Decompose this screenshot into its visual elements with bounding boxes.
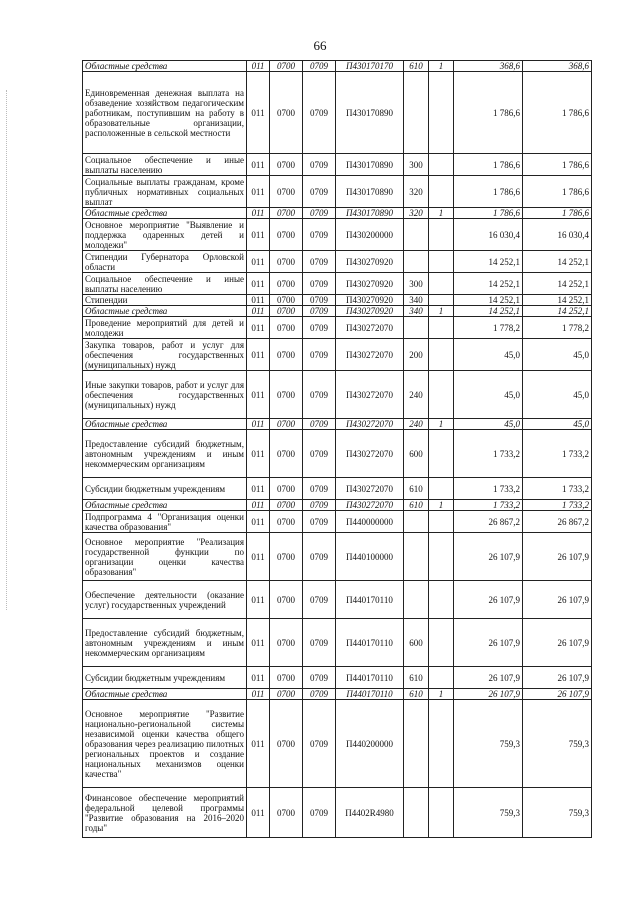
cell-target-article: П430272070 (336, 371, 404, 419)
table-row (83, 581, 592, 619)
cell-name: Иные закупки товаров, работ и услуг для обеспечения государственных (муниципальных) нужд (83, 371, 247, 419)
table-row (83, 317, 592, 339)
cell-name: Областные средства (83, 500, 247, 511)
cell-funding-source (429, 317, 454, 339)
cell-subsection: 0709 (303, 700, 336, 788)
cell-amount-1: 1 786,6 (454, 176, 523, 208)
cell-subsection: 0709 (303, 788, 336, 838)
cell-funding-source (429, 581, 454, 619)
cell-name: Областные средства (83, 419, 247, 430)
cell-amount-2: 368,6 (523, 61, 592, 72)
cell-expense-type (404, 533, 429, 581)
cell-subsection: 0709 (303, 219, 336, 251)
cell-expense-type (404, 511, 429, 533)
cell-name: Субсидии бюджетным учреждениям (83, 478, 247, 500)
cell-section: 0700 (270, 533, 303, 581)
cell-amount-2: 14 252,1 (523, 306, 592, 317)
cell-grbs: 011 (247, 788, 270, 838)
cell-amount-1: 45,0 (454, 371, 523, 419)
cell-amount-1: 26 867,2 (454, 511, 523, 533)
cell-subsection: 0709 (303, 61, 336, 72)
cell-expense-type (404, 788, 429, 838)
cell-grbs: 011 (247, 61, 270, 72)
cell-subsection: 0709 (303, 176, 336, 208)
cell-amount-1: 1 733,2 (454, 430, 523, 478)
cell-funding-source: 1 (429, 500, 454, 511)
cell-target-article: П440000000 (336, 511, 404, 533)
cell-amount-2: 16 030,4 (523, 219, 592, 251)
cell-amount-2: 1 778,2 (523, 317, 592, 339)
cell-section: 0700 (270, 700, 303, 788)
cell-expense-type: 610 (404, 478, 429, 500)
cell-expense-type (404, 581, 429, 619)
cell-section: 0700 (270, 788, 303, 838)
budget-table (82, 60, 592, 838)
cell-target-article: П430272070 (336, 430, 404, 478)
cell-funding-source (429, 251, 454, 273)
cell-target-article: П430170890 (336, 208, 404, 219)
cell-amount-2: 1 786,6 (523, 154, 592, 176)
cell-amount-2: 45,0 (523, 419, 592, 430)
cell-target-article: П440170110 (336, 689, 404, 700)
cell-section: 0700 (270, 317, 303, 339)
table-row (83, 511, 592, 533)
cell-subsection: 0709 (303, 371, 336, 419)
cell-grbs: 011 (247, 619, 270, 667)
cell-amount-1: 759,3 (454, 788, 523, 838)
cell-funding-source (429, 339, 454, 371)
cell-amount-2: 1 733,2 (523, 430, 592, 478)
cell-amount-1: 14 252,1 (454, 306, 523, 317)
cell-target-article: П430272070 (336, 478, 404, 500)
table-row (83, 371, 592, 419)
cell-amount-1: 1 733,2 (454, 478, 523, 500)
cell-grbs: 011 (247, 219, 270, 251)
cell-name: Финансовое обеспечение мероприятий федеральной целевой программы "Развитие образования на 2016–2020 годы" (83, 788, 247, 838)
cell-grbs: 011 (247, 371, 270, 419)
cell-funding-source (429, 273, 454, 295)
table-row (83, 61, 592, 72)
cell-target-article: П430200000 (336, 219, 404, 251)
table-row (83, 430, 592, 478)
table-row (83, 273, 592, 295)
cell-name: Стипендии Губернатора Орловской области (83, 251, 247, 273)
cell-funding-source (429, 176, 454, 208)
cell-subsection: 0709 (303, 478, 336, 500)
cell-expense-type: 340 (404, 306, 429, 317)
cell-target-article: П440170110 (336, 667, 404, 689)
cell-target-article: П440200000 (336, 700, 404, 788)
cell-expense-type (404, 251, 429, 273)
cell-amount-2: 759,3 (523, 700, 592, 788)
cell-subsection: 0709 (303, 500, 336, 511)
table-row (83, 295, 592, 306)
cell-amount-2: 45,0 (523, 371, 592, 419)
cell-expense-type (404, 317, 429, 339)
cell-funding-source (429, 619, 454, 667)
cell-name: Единовременная денежная выплата на обзаведение хозяйством педагогическим работникам, поступившим на работу в образовательные организации, расположенные в сельской местности (83, 72, 247, 154)
cell-name: Подпрограмма 4 "Организация оценки качества образования" (83, 511, 247, 533)
cell-grbs: 011 (247, 511, 270, 533)
cell-amount-1: 45,0 (454, 419, 523, 430)
table-row (83, 72, 592, 154)
cell-target-article: П430170890 (336, 154, 404, 176)
cell-target-article: П430270920 (336, 273, 404, 295)
cell-expense-type: 240 (404, 419, 429, 430)
table-row (83, 176, 592, 208)
cell-target-article: П440170110 (336, 581, 404, 619)
cell-section: 0700 (270, 371, 303, 419)
cell-amount-1: 16 030,4 (454, 219, 523, 251)
cell-section: 0700 (270, 251, 303, 273)
cell-name: Закупка товаров, работ и услуг для обеспечения государственных (муниципальных) нужд (83, 339, 247, 371)
cell-grbs: 011 (247, 317, 270, 339)
cell-name: Областные средства (83, 208, 247, 219)
page-number: 66 (313, 38, 327, 53)
table-row (83, 219, 592, 251)
cell-amount-1: 26 107,9 (454, 533, 523, 581)
cell-amount-1: 1 786,6 (454, 154, 523, 176)
cell-expense-type: 300 (404, 273, 429, 295)
cell-grbs: 011 (247, 419, 270, 430)
table-row (83, 478, 592, 500)
cell-section: 0700 (270, 72, 303, 154)
cell-expense-type (404, 700, 429, 788)
cell-funding-source (429, 667, 454, 689)
cell-subsection: 0709 (303, 581, 336, 619)
table-row (83, 619, 592, 667)
table-row (83, 419, 592, 430)
cell-name: Субсидии бюджетным учреждениям (83, 667, 247, 689)
cell-section: 0700 (270, 61, 303, 72)
cell-subsection: 0709 (303, 511, 336, 533)
cell-section: 0700 (270, 667, 303, 689)
cell-target-article: П430270920 (336, 295, 404, 306)
cell-name: Основное мероприятие "Развитие национально-региональной системы независимой оценки качества общего образования через реализацию пилотных региональных проектов и создание национальных механизмов оценки качества" (83, 700, 247, 788)
cell-amount-1: 14 252,1 (454, 295, 523, 306)
cell-amount-2: 759,3 (523, 788, 592, 838)
cell-expense-type: 610 (404, 61, 429, 72)
cell-expense-type: 200 (404, 339, 429, 371)
cell-expense-type: 300 (404, 154, 429, 176)
cell-amount-1: 1 733,2 (454, 500, 523, 511)
cell-section: 0700 (270, 273, 303, 295)
table-row (83, 533, 592, 581)
cell-target-article: П430272070 (336, 500, 404, 511)
cell-amount-1: 26 107,9 (454, 667, 523, 689)
cell-name: Областные средства (83, 306, 247, 317)
cell-expense-type: 320 (404, 176, 429, 208)
cell-name: Проведение мероприятий для детей и молодежи (83, 317, 247, 339)
margin-binding-dots (6, 90, 8, 610)
cell-expense-type: 610 (404, 689, 429, 700)
cell-amount-2: 1 786,6 (523, 176, 592, 208)
cell-amount-1: 26 107,9 (454, 689, 523, 700)
cell-grbs: 011 (247, 581, 270, 619)
cell-grbs: 011 (247, 176, 270, 208)
cell-amount-2: 26 107,9 (523, 533, 592, 581)
cell-name: Социальное обеспечение и иные выплаты населению (83, 154, 247, 176)
cell-name: Областные средства (83, 61, 247, 72)
cell-expense-type: 610 (404, 500, 429, 511)
cell-section: 0700 (270, 176, 303, 208)
cell-amount-2: 45,0 (523, 339, 592, 371)
cell-expense-type: 610 (404, 667, 429, 689)
cell-amount-1: 45,0 (454, 339, 523, 371)
cell-amount-1: 14 252,1 (454, 273, 523, 295)
cell-funding-source (429, 700, 454, 788)
cell-subsection: 0709 (303, 419, 336, 430)
cell-funding-source (429, 295, 454, 306)
cell-subsection: 0709 (303, 619, 336, 667)
cell-target-article: П430272070 (336, 317, 404, 339)
cell-name: Областные средства (83, 689, 247, 700)
cell-funding-source (429, 533, 454, 581)
cell-name: Основное мероприятие "Реализация государственной функции по организации оценки качества образования" (83, 533, 247, 581)
cell-subsection: 0709 (303, 667, 336, 689)
cell-name: Социальные выплаты гражданам, кроме публичных нормативных социальных выплат (83, 176, 247, 208)
cell-amount-2: 1 786,6 (523, 72, 592, 154)
cell-target-article: П440170110 (336, 619, 404, 667)
table-row (83, 306, 592, 317)
cell-funding-source (429, 478, 454, 500)
table-row (83, 788, 592, 838)
table-row (83, 154, 592, 176)
table-row (83, 500, 592, 511)
cell-grbs: 011 (247, 500, 270, 511)
cell-subsection: 0709 (303, 339, 336, 371)
cell-funding-source (429, 154, 454, 176)
cell-name: Предоставление субсидий бюджетным, автономным учреждениям и иным некоммерческим организациям (83, 619, 247, 667)
cell-amount-2: 26 107,9 (523, 619, 592, 667)
cell-subsection: 0709 (303, 306, 336, 317)
cell-section: 0700 (270, 430, 303, 478)
cell-expense-type: 240 (404, 371, 429, 419)
cell-section: 0700 (270, 306, 303, 317)
cell-subsection: 0709 (303, 295, 336, 306)
cell-grbs: 011 (247, 154, 270, 176)
cell-grbs: 011 (247, 339, 270, 371)
cell-name: Социальное обеспечение и иные выплаты населению (83, 273, 247, 295)
cell-grbs: 011 (247, 306, 270, 317)
table-body (83, 61, 592, 838)
cell-amount-2: 14 252,1 (523, 273, 592, 295)
cell-subsection: 0709 (303, 273, 336, 295)
cell-target-article: П430170170 (336, 61, 404, 72)
cell-subsection: 0709 (303, 208, 336, 219)
cell-subsection: 0709 (303, 317, 336, 339)
cell-amount-2: 14 252,1 (523, 295, 592, 306)
table-row (83, 251, 592, 273)
cell-name: Обеспечение деятельности (оказание услуг) государственных учреждений (83, 581, 247, 619)
cell-target-article: П430272070 (336, 339, 404, 371)
cell-section: 0700 (270, 689, 303, 700)
cell-amount-1: 1 786,6 (454, 208, 523, 219)
cell-section: 0700 (270, 500, 303, 511)
cell-grbs: 011 (247, 72, 270, 154)
cell-funding-source (429, 788, 454, 838)
cell-funding-source: 1 (429, 208, 454, 219)
cell-grbs: 011 (247, 273, 270, 295)
cell-subsection: 0709 (303, 533, 336, 581)
cell-grbs: 011 (247, 251, 270, 273)
cell-target-article: П430170890 (336, 176, 404, 208)
cell-amount-1: 14 252,1 (454, 251, 523, 273)
cell-expense-type (404, 219, 429, 251)
cell-funding-source (429, 371, 454, 419)
cell-funding-source (429, 511, 454, 533)
cell-subsection: 0709 (303, 430, 336, 478)
cell-amount-2: 14 252,1 (523, 251, 592, 273)
cell-section: 0700 (270, 419, 303, 430)
cell-section: 0700 (270, 208, 303, 219)
cell-amount-2: 26 107,9 (523, 667, 592, 689)
cell-target-article: П430270920 (336, 306, 404, 317)
cell-funding-source: 1 (429, 419, 454, 430)
cell-section: 0700 (270, 619, 303, 667)
table-row (83, 667, 592, 689)
cell-section: 0700 (270, 154, 303, 176)
table-row (83, 208, 592, 219)
cell-section: 0700 (270, 219, 303, 251)
cell-funding-source (429, 72, 454, 154)
cell-subsection: 0709 (303, 72, 336, 154)
cell-name: Стипендии (83, 295, 247, 306)
cell-section: 0700 (270, 581, 303, 619)
cell-subsection: 0709 (303, 689, 336, 700)
cell-expense-type: 340 (404, 295, 429, 306)
cell-section: 0700 (270, 478, 303, 500)
cell-expense-type (404, 72, 429, 154)
cell-grbs: 011 (247, 667, 270, 689)
cell-subsection: 0709 (303, 251, 336, 273)
cell-amount-2: 1 733,2 (523, 500, 592, 511)
cell-section: 0700 (270, 511, 303, 533)
cell-amount-1: 1 786,6 (454, 72, 523, 154)
cell-grbs: 011 (247, 700, 270, 788)
cell-amount-2: 26 107,9 (523, 689, 592, 700)
cell-grbs: 011 (247, 295, 270, 306)
cell-target-article: П430272070 (336, 419, 404, 430)
cell-funding-source (429, 219, 454, 251)
cell-name: Предоставление субсидий бюджетным, автономным учреждениям и иным некоммерческим организациям (83, 430, 247, 478)
table-row (83, 689, 592, 700)
cell-amount-2: 1 786,6 (523, 208, 592, 219)
cell-amount-1: 759,3 (454, 700, 523, 788)
cell-funding-source: 1 (429, 689, 454, 700)
cell-funding-source: 1 (429, 61, 454, 72)
cell-expense-type: 320 (404, 208, 429, 219)
cell-amount-1: 26 107,9 (454, 581, 523, 619)
cell-target-article: П430170890 (336, 72, 404, 154)
cell-amount-2: 26 867,2 (523, 511, 592, 533)
table-row (83, 339, 592, 371)
cell-expense-type: 600 (404, 430, 429, 478)
cell-funding-source (429, 430, 454, 478)
table-row (83, 700, 592, 788)
cell-funding-source: 1 (429, 306, 454, 317)
cell-section: 0700 (270, 295, 303, 306)
cell-amount-2: 26 107,9 (523, 581, 592, 619)
cell-target-article: П430270920 (336, 251, 404, 273)
cell-section: 0700 (270, 339, 303, 371)
cell-name: Основное мероприятие "Выявление и поддержка одаренных детей и молодежи" (83, 219, 247, 251)
cell-target-article: П4402R4980 (336, 788, 404, 838)
cell-amount-1: 1 778,2 (454, 317, 523, 339)
cell-grbs: 011 (247, 430, 270, 478)
cell-grbs: 011 (247, 689, 270, 700)
cell-amount-1: 368,6 (454, 61, 523, 72)
cell-amount-2: 1 733,2 (523, 478, 592, 500)
cell-amount-1: 26 107,9 (454, 619, 523, 667)
cell-expense-type: 600 (404, 619, 429, 667)
cell-grbs: 011 (247, 208, 270, 219)
cell-grbs: 011 (247, 478, 270, 500)
cell-subsection: 0709 (303, 154, 336, 176)
cell-target-article: П440100000 (336, 533, 404, 581)
cell-grbs: 011 (247, 533, 270, 581)
